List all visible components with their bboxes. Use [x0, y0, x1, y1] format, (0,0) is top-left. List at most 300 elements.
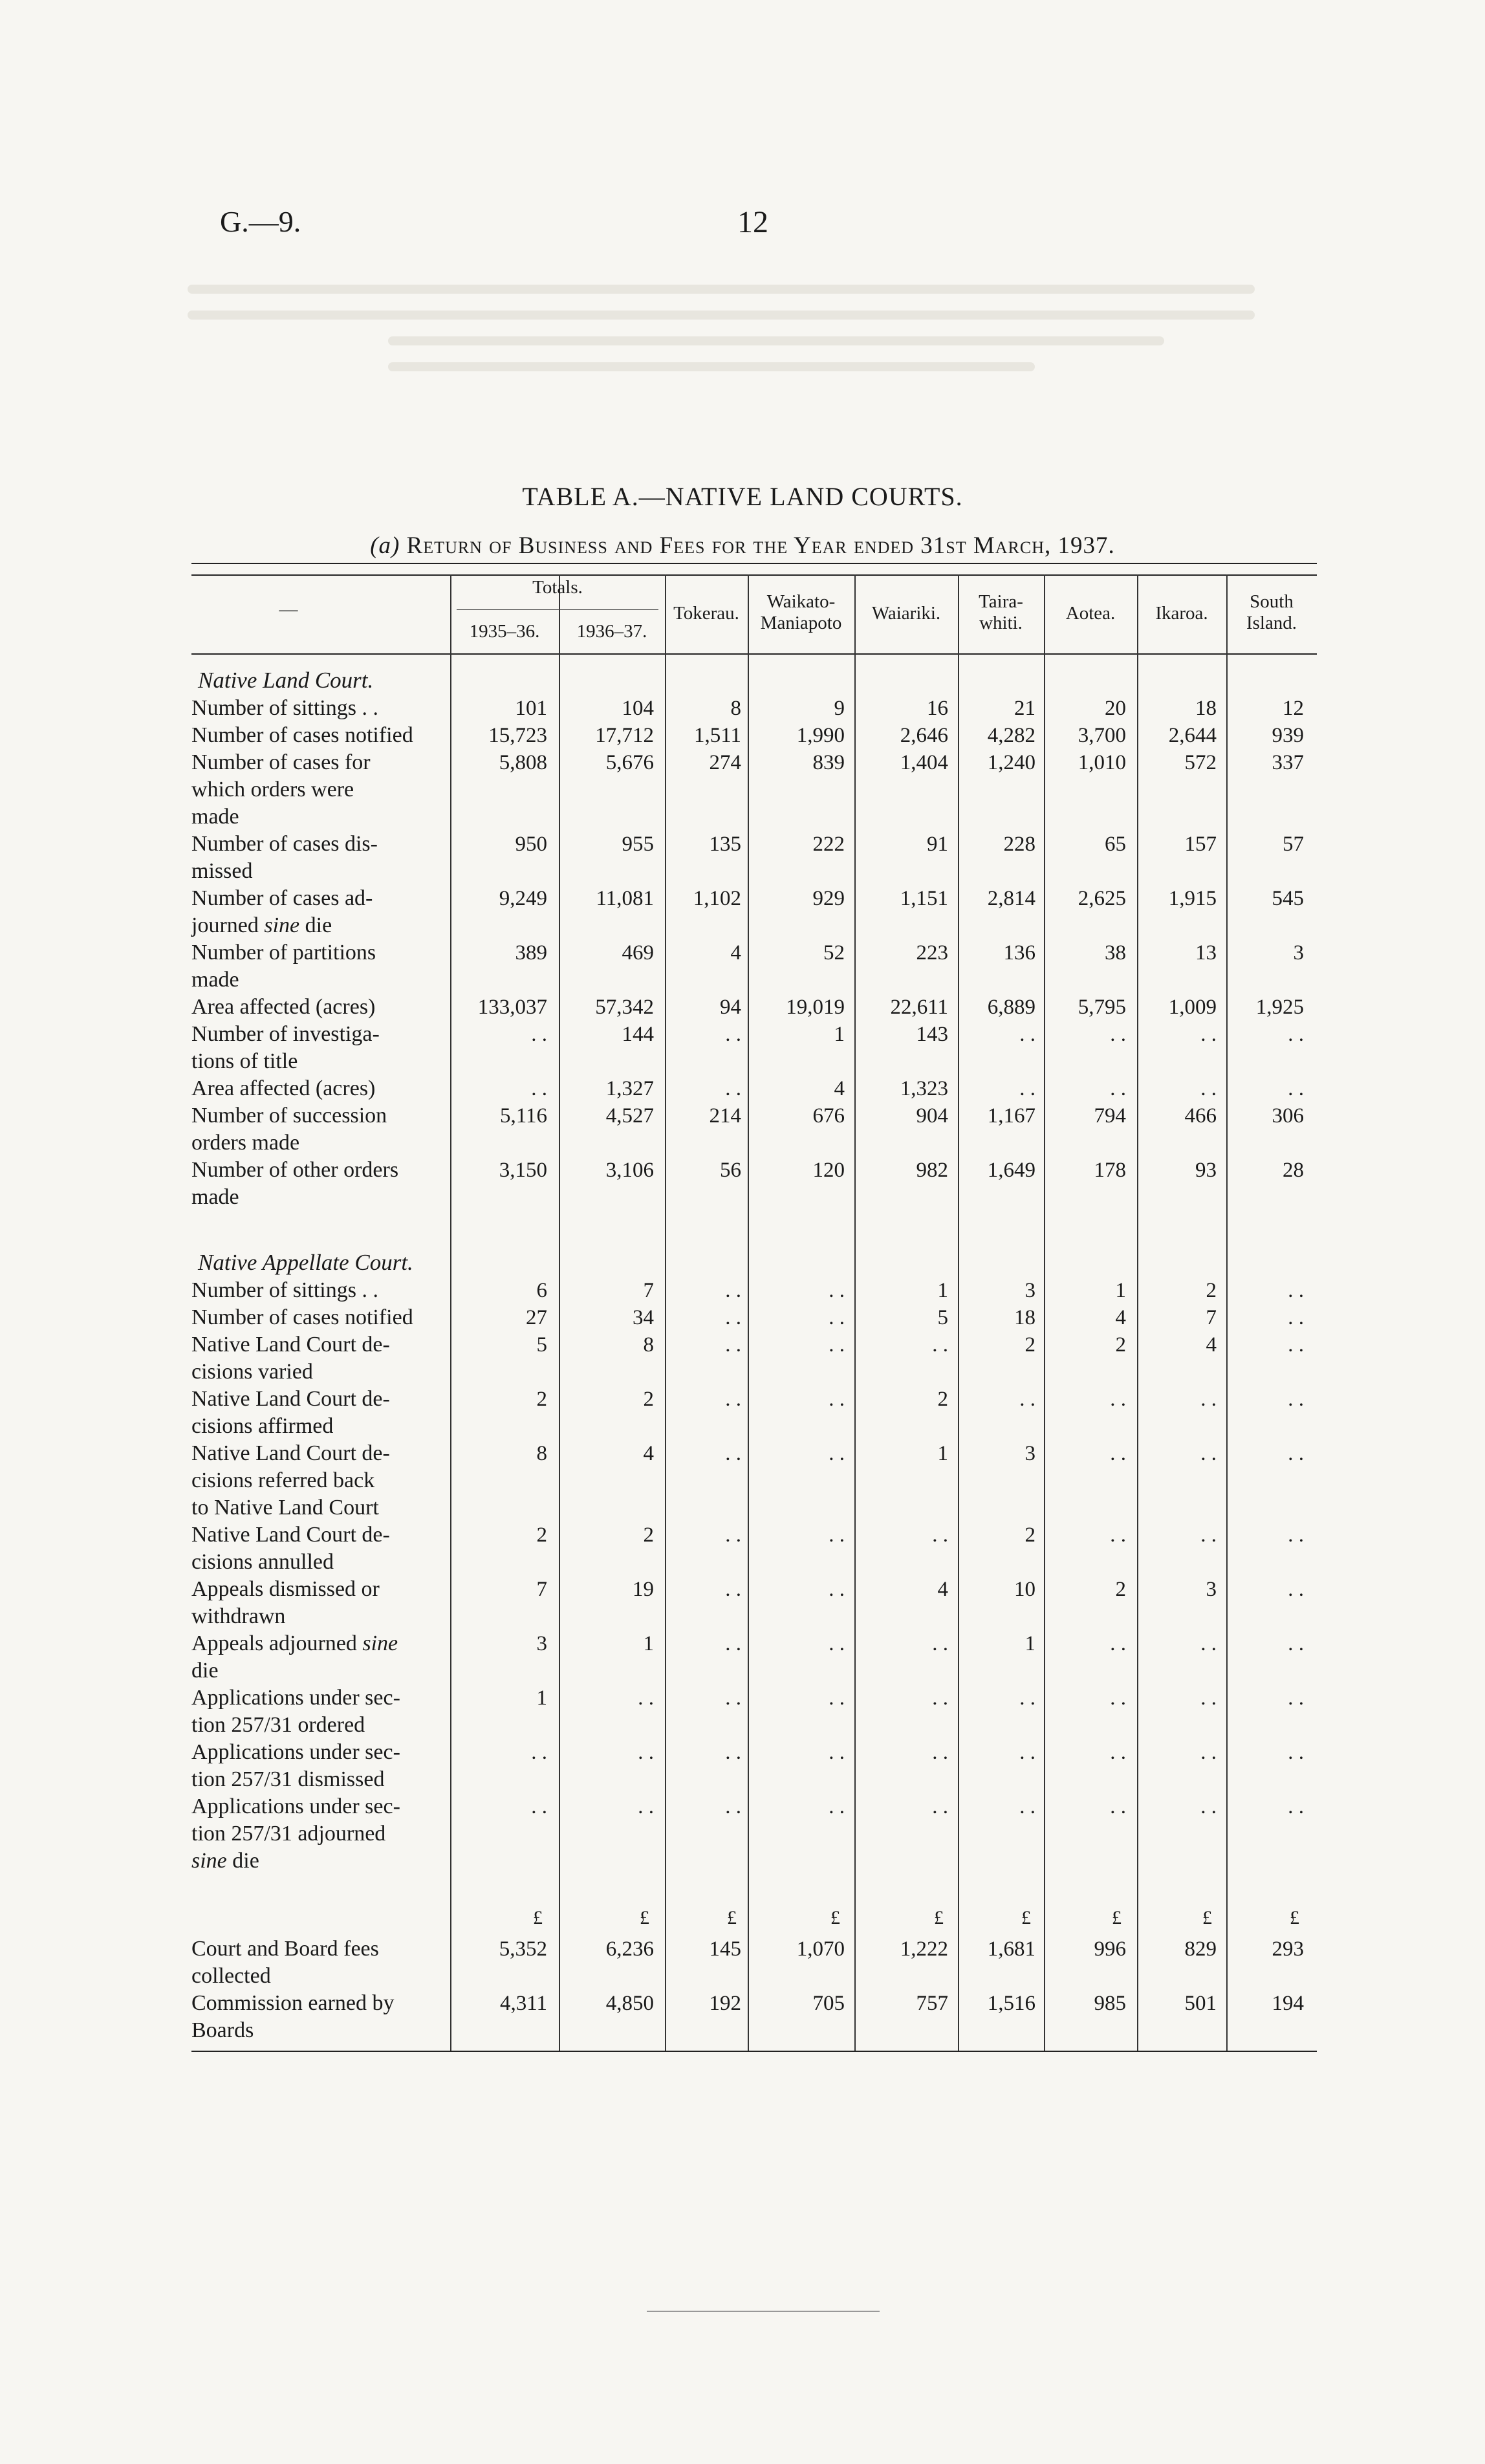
fee-row [191, 1935, 1317, 1990]
table-row [191, 1440, 1317, 1521]
table-cell: 1 [937, 1279, 948, 1302]
table-cell: 1,915 [1168, 887, 1217, 910]
table-cell: 93 [1195, 1159, 1217, 1182]
table-cell: . . [725, 1632, 741, 1655]
table-cell: . . [1019, 1023, 1035, 1046]
table-row [191, 722, 1317, 749]
table-cell: 145 [709, 1937, 741, 1961]
table-cell: 2,625 [1078, 887, 1126, 910]
table-cell: 34 [633, 1306, 654, 1329]
currency-symbol: £ [640, 1907, 649, 1928]
table-cell: . . [1019, 1686, 1035, 1710]
table-cell: 1,151 [900, 887, 948, 910]
column-rule [665, 653, 666, 2051]
table-cell: 6 [536, 1279, 547, 1302]
table-cell: 1,167 [987, 1104, 1035, 1128]
table-cell: 94 [720, 996, 741, 1019]
table-cell: . . [725, 1686, 741, 1710]
row-label: Applications under sec- tion 257/31 adjourned sine die [191, 1794, 400, 1873]
currency-symbol: £ [934, 1907, 944, 1928]
table-cell: 4 [834, 1077, 845, 1100]
row-label: Number of cases dis- missed [191, 832, 378, 883]
table-row [191, 1277, 1317, 1304]
header-district: Tokerau. [673, 603, 739, 624]
table-cell: . . [1200, 1388, 1217, 1411]
table-cell: 4,527 [605, 1104, 654, 1128]
table-cell: 9,249 [499, 887, 547, 910]
table-row [191, 1331, 1317, 1386]
column-rule [450, 653, 451, 2051]
table-cell: . . [932, 1686, 948, 1710]
fee-row [191, 1990, 1317, 2044]
table-cell: 18 [1195, 697, 1217, 720]
table-cell: 3 [1024, 1279, 1035, 1302]
table-row [191, 749, 1317, 831]
header-district: Aotea. [1065, 603, 1116, 624]
table-cell: 28 [1283, 1159, 1304, 1182]
table-cell: 389 [515, 941, 547, 965]
page-header [0, 0, 1485, 272]
table-cell: 2 [1024, 1333, 1035, 1357]
row-label: Native Land Court de- cisions referred back to Native Land Court [191, 1441, 390, 1520]
table-cell: 2 [643, 1388, 654, 1411]
table-cell: 3 [1206, 1578, 1217, 1601]
table-cell: 1,511 [693, 724, 741, 747]
row-label: Applications under sec- tion 257/31 ordered [191, 1686, 400, 1737]
table-cell: 57,342 [595, 996, 654, 1019]
table-cell: 21 [1014, 697, 1035, 720]
currency-symbol: £ [1112, 1907, 1122, 1928]
column-rule [1044, 653, 1045, 2051]
table-cell: . . [829, 1442, 845, 1465]
table-cell: 794 [1094, 1104, 1126, 1128]
table-cell: . . [1200, 1632, 1217, 1655]
table-cell: 469 [622, 941, 654, 965]
table-cell: . . [725, 1795, 741, 1818]
column-rule [1137, 653, 1138, 2051]
table-cell: 20 [1105, 697, 1126, 720]
row-label: Number of other orders made [191, 1158, 399, 1209]
table-row [191, 1739, 1317, 1793]
table-cell: . . [725, 1023, 741, 1046]
table-cell: . . [1110, 1523, 1126, 1547]
table-cell: . . [1288, 1306, 1304, 1329]
table-cell: 157 [1184, 833, 1217, 856]
table-cell: . . [725, 1741, 741, 1764]
row-label: Number of cases ad- journed sine die [191, 886, 373, 937]
table-cell: 22,611 [890, 996, 948, 1019]
column-rule [1226, 653, 1228, 2051]
table-cell: . . [829, 1686, 845, 1710]
table-cell: . . [725, 1388, 741, 1411]
table-cell: . . [1200, 1523, 1217, 1547]
table-cell: . . [1288, 1741, 1304, 1764]
document-code: G.—9. [220, 205, 301, 238]
column-rule [748, 653, 749, 2051]
row-label: Number of cases for which orders were made [191, 750, 371, 829]
table-cell: . . [829, 1388, 845, 1411]
table-cell: . . [638, 1795, 654, 1818]
table-cell: 223 [916, 941, 948, 965]
table-cell: 5,795 [1078, 996, 1126, 1019]
column-rule [854, 653, 856, 2051]
table-row [191, 1157, 1317, 1211]
table-cell: 16 [927, 697, 948, 720]
table-row [191, 695, 1317, 722]
table-cell: . . [1288, 1077, 1304, 1100]
table-cell: 7 [1206, 1306, 1217, 1329]
table-cell: 572 [1184, 751, 1217, 774]
header-totals: Totals. [532, 577, 583, 598]
currency-symbol: £ [1290, 1907, 1299, 1928]
table-cell: . . [829, 1523, 845, 1547]
header-bottom-rule [191, 653, 1317, 655]
table-cell: 929 [812, 887, 845, 910]
table-cell: 501 [1184, 1992, 1217, 2015]
italic-term: sine [191, 1849, 227, 1873]
table-cell: . . [1288, 1578, 1304, 1601]
table-cell: 5 [536, 1333, 547, 1357]
table-cell: . . [932, 1632, 948, 1655]
table-cell: . . [1200, 1077, 1217, 1100]
column-rule [958, 653, 959, 2051]
table-cell: 135 [709, 833, 741, 856]
table-cell: . . [1110, 1023, 1126, 1046]
header-year-1935-36: 1935–36. [469, 621, 540, 642]
row-label: Appeals dismissed or withdrawn [191, 1577, 380, 1628]
table-cell: . . [829, 1279, 845, 1302]
table-cell: 996 [1094, 1937, 1126, 1961]
table-cell: 15,723 [488, 724, 547, 747]
table-cell: 3 [1024, 1442, 1035, 1465]
table-cell: 1,404 [900, 751, 948, 774]
table-cell: . . [531, 1077, 547, 1100]
table-cell: . . [1110, 1632, 1126, 1655]
table-cell: . . [1288, 1023, 1304, 1046]
table-cell: . . [1019, 1077, 1035, 1100]
header-district: Ikaroa. [1155, 603, 1208, 624]
table-cell: 2 [643, 1523, 654, 1547]
table-cell: 56 [720, 1159, 741, 1182]
table-cell: 104 [622, 697, 654, 720]
table-cell: 1 [937, 1442, 948, 1465]
table-cell: . . [1288, 1632, 1304, 1655]
table-cell: 214 [709, 1104, 741, 1128]
table-cell: . . [932, 1741, 948, 1764]
table-cell: 939 [1272, 724, 1304, 747]
currency-symbol: £ [1202, 1907, 1212, 1928]
table-cell: 1,516 [987, 1992, 1035, 2015]
table-cell: . . [1200, 1795, 1217, 1818]
table-row [191, 1102, 1317, 1157]
table-cell: 757 [916, 1992, 948, 2015]
table-cell: 4,282 [987, 724, 1035, 747]
row-label: Number of partitions made [191, 941, 376, 992]
table-cell: 101 [515, 697, 547, 720]
italic-term: sine [362, 1631, 398, 1655]
table-cell: 222 [812, 833, 845, 856]
table-cell: 1 [1115, 1279, 1126, 1302]
row-label: Area affected (acres) [191, 995, 376, 1019]
row-label: Number of cases notified [191, 723, 413, 747]
table-top-rule [191, 574, 1317, 576]
table-cell: . . [638, 1686, 654, 1710]
table-top-rule [191, 563, 1317, 564]
table-cell: 306 [1272, 1104, 1304, 1128]
table-cell: 2 [1206, 1279, 1217, 1302]
table-cell: 120 [812, 1159, 845, 1182]
table-row [191, 1304, 1317, 1331]
header-year-1936-37: 1936–37. [576, 621, 647, 642]
table-cell: . . [725, 1077, 741, 1100]
table-cell: . . [1200, 1023, 1217, 1046]
header-totals-rule [457, 609, 658, 610]
table-cell: . . [829, 1306, 845, 1329]
table-cell: 4 [1115, 1306, 1126, 1329]
table-cell: 9 [834, 697, 845, 720]
table-cell: 1,681 [987, 1937, 1035, 1961]
table-row [191, 1576, 1317, 1630]
table-cell: 1,990 [796, 724, 845, 747]
table-cell: . . [1200, 1741, 1217, 1764]
table-cell: . . [1019, 1795, 1035, 1818]
table-cell: 4 [937, 1578, 948, 1601]
table-cell: . . [1019, 1388, 1035, 1411]
table-cell: . . [1110, 1077, 1126, 1100]
table-bottom-rule [191, 2051, 1317, 2052]
table-cell: 91 [927, 833, 948, 856]
table-cell: 7 [643, 1279, 654, 1302]
table-cell: 194 [1272, 1992, 1304, 2015]
table-row [191, 1630, 1317, 1684]
section-native-appellate-court: Native Appellate Court. [198, 1250, 413, 1275]
table-cell: . . [725, 1578, 741, 1601]
table-cell: 950 [515, 833, 547, 856]
table-cell: . . [932, 1795, 948, 1818]
table-cell: . . [1110, 1388, 1126, 1411]
table-cell: . . [829, 1741, 845, 1764]
table-cell: 6,889 [987, 996, 1035, 1019]
table-cell: 1,649 [987, 1159, 1035, 1182]
table-cell: 3,106 [605, 1159, 654, 1182]
currency-symbol: £ [1021, 1907, 1031, 1928]
table-cell: 1,009 [1168, 996, 1217, 1019]
table-cell: . . [1110, 1686, 1126, 1710]
table-cell: 2 [536, 1388, 547, 1411]
table-cell: 4,850 [605, 1992, 654, 2015]
table-cell: 17,712 [595, 724, 654, 747]
italic-term: sine [264, 913, 300, 937]
bleed-through-text [188, 285, 1255, 294]
table-cell: . . [829, 1578, 845, 1601]
table-cell: 2,814 [987, 887, 1035, 910]
table-cell: 545 [1272, 887, 1304, 910]
row-label: Area affected (acres) [191, 1076, 376, 1100]
bleed-through-text [388, 336, 1164, 345]
table-row [191, 885, 1317, 939]
table-cell: . . [725, 1279, 741, 1302]
header-district: South Island. [1246, 591, 1297, 633]
table-cell: . . [531, 1795, 547, 1818]
table-cell: . . [1110, 1795, 1126, 1818]
table-cell: 5,352 [499, 1937, 547, 1961]
table-cell: 8 [643, 1333, 654, 1357]
table-cell: 11,081 [596, 887, 654, 910]
table-cell: 52 [823, 941, 845, 965]
end-rule [647, 2311, 880, 2312]
table-cell: . . [1288, 1279, 1304, 1302]
table-cell: 3,700 [1078, 724, 1126, 747]
row-label: Number of investiga- tions of title [191, 1022, 380, 1073]
table-cell: 1 [536, 1686, 547, 1710]
row-label: Court and Board fees collected [191, 1937, 379, 1988]
table-cell: 143 [916, 1023, 948, 1046]
page-number: 12 [737, 205, 768, 239]
table-cell: . . [725, 1523, 741, 1547]
table-cell: . . [1288, 1686, 1304, 1710]
table-cell: 1,222 [900, 1937, 948, 1961]
table-cell: 705 [812, 1992, 845, 2015]
table-cell: 4 [1206, 1333, 1217, 1357]
currency-symbol: £ [830, 1907, 840, 1928]
row-label: Appeals adjourned sine die [191, 1631, 398, 1683]
table-cell: 1,070 [796, 1937, 845, 1961]
table-cell: 192 [709, 1992, 741, 2015]
table-cell: 3 [536, 1632, 547, 1655]
table-row [191, 1684, 1317, 1739]
table-cell: 7 [536, 1578, 547, 1601]
table-cell: 466 [1184, 1104, 1217, 1128]
table-cell: . . [531, 1023, 547, 1046]
table-cell: 19,019 [786, 996, 845, 1019]
table-cell: 8 [536, 1442, 547, 1465]
table-cell: . . [932, 1333, 948, 1357]
table-cell: . . [1288, 1388, 1304, 1411]
table-cell: . . [1200, 1686, 1217, 1710]
table-row [191, 1075, 1317, 1102]
currency-symbol: £ [727, 1907, 737, 1928]
table-title: TABLE A.—NATIVE LAND COURTS. [522, 482, 963, 511]
row-label: Applications under sec- tion 257/31 dismissed [191, 1740, 400, 1791]
table-cell: 982 [916, 1159, 948, 1182]
table-cell: 2 [1115, 1578, 1126, 1601]
table-cell: 228 [1003, 833, 1035, 856]
table-cell: 3,150 [499, 1159, 547, 1182]
bleed-through-text [388, 362, 1035, 371]
row-label: Number of sittings . . [191, 696, 378, 720]
table-cell: 144 [622, 1023, 654, 1046]
table-subtitle: (a) Return of Business and Fees for the Year ended 31st March, 1937. [370, 532, 1115, 559]
table-cell: 18 [1014, 1306, 1035, 1329]
table-cell: . . [829, 1333, 845, 1357]
table-cell: 1,240 [987, 751, 1035, 774]
header-stub: — [279, 599, 298, 620]
table-row [191, 1386, 1317, 1440]
table-cell: . . [1288, 1333, 1304, 1357]
table-cell: 133,037 [477, 996, 547, 1019]
header-district: Taira- whiti. [979, 591, 1023, 633]
header-district: Waikato- Maniapoto [760, 591, 842, 633]
row-label: Number of sittings . . [191, 1278, 378, 1302]
table-cell: 676 [812, 1104, 845, 1128]
table-cell: 904 [916, 1104, 948, 1128]
table-cell: 10 [1014, 1578, 1035, 1601]
table-cell: . . [725, 1442, 741, 1465]
row-label: Number of succession orders made [191, 1104, 387, 1155]
column-rule [559, 653, 560, 2051]
table-cell: 27 [526, 1306, 547, 1329]
table-cell: 178 [1094, 1159, 1126, 1182]
table-cell: 1 [1024, 1632, 1035, 1655]
table-cell: 829 [1184, 1937, 1217, 1961]
table-cell: 1 [643, 1632, 654, 1655]
table-cell: . . [1288, 1523, 1304, 1547]
table-cell: . . [1110, 1442, 1126, 1465]
table-cell: . . [638, 1741, 654, 1764]
table-cell: 19 [633, 1578, 654, 1601]
currency-symbol: £ [533, 1907, 543, 1928]
table-cell: . . [1200, 1442, 1217, 1465]
table-cell: 274 [709, 751, 741, 774]
table-cell: 955 [622, 833, 654, 856]
header-district: Waiariki. [871, 603, 941, 624]
table-cell: 6,236 [605, 1937, 654, 1961]
table-row [191, 939, 1317, 994]
table-cell: 1,102 [693, 887, 741, 910]
table-cell: 1,323 [900, 1077, 948, 1100]
table-cell: . . [1019, 1741, 1035, 1764]
table-cell: 2,646 [900, 724, 948, 747]
table-cell: . . [1288, 1442, 1304, 1465]
row-label: Native Land Court de- cisions affirmed [191, 1387, 390, 1438]
table-cell: 985 [1094, 1992, 1126, 2015]
table-row [191, 1793, 1317, 1875]
table-cell: . . [725, 1333, 741, 1357]
table-cell: 57 [1283, 833, 1304, 856]
table-cell: . . [829, 1795, 845, 1818]
table-cell: 4 [730, 941, 741, 965]
table-row [191, 1521, 1317, 1576]
table-cell: 65 [1105, 833, 1126, 856]
table-cell: 5,116 [499, 1104, 547, 1128]
table-cell: . . [1288, 1795, 1304, 1818]
table-cell: 2 [536, 1523, 547, 1547]
table-row [191, 994, 1317, 1021]
row-label: Native Land Court de- cisions annulled [191, 1523, 390, 1574]
table-cell: 5,676 [605, 751, 654, 774]
table-cell: 2 [937, 1388, 948, 1411]
table-row [191, 1021, 1317, 1075]
table-cell: 839 [812, 751, 845, 774]
table-cell: 136 [1003, 941, 1035, 965]
section-native-land-court: Native Land Court. [198, 668, 374, 693]
table-cell: 1 [834, 1023, 845, 1046]
table-cell: 1,925 [1255, 996, 1304, 1019]
bleed-through-text [188, 311, 1255, 320]
table-cell: 12 [1283, 697, 1304, 720]
table-cell: 3 [1293, 941, 1304, 965]
table-cell: 4 [643, 1442, 654, 1465]
table-cell: . . [725, 1306, 741, 1329]
row-label: Commission earned by Boards [191, 1991, 395, 2042]
table-cell: . . [531, 1741, 547, 1764]
table-cell: 5 [937, 1306, 948, 1329]
table-cell: 293 [1272, 1937, 1304, 1961]
table-cell: 1,327 [605, 1077, 654, 1100]
table-cell: 1,010 [1078, 751, 1126, 774]
table-cell: 13 [1195, 941, 1217, 965]
table-cell: 2,644 [1168, 724, 1217, 747]
